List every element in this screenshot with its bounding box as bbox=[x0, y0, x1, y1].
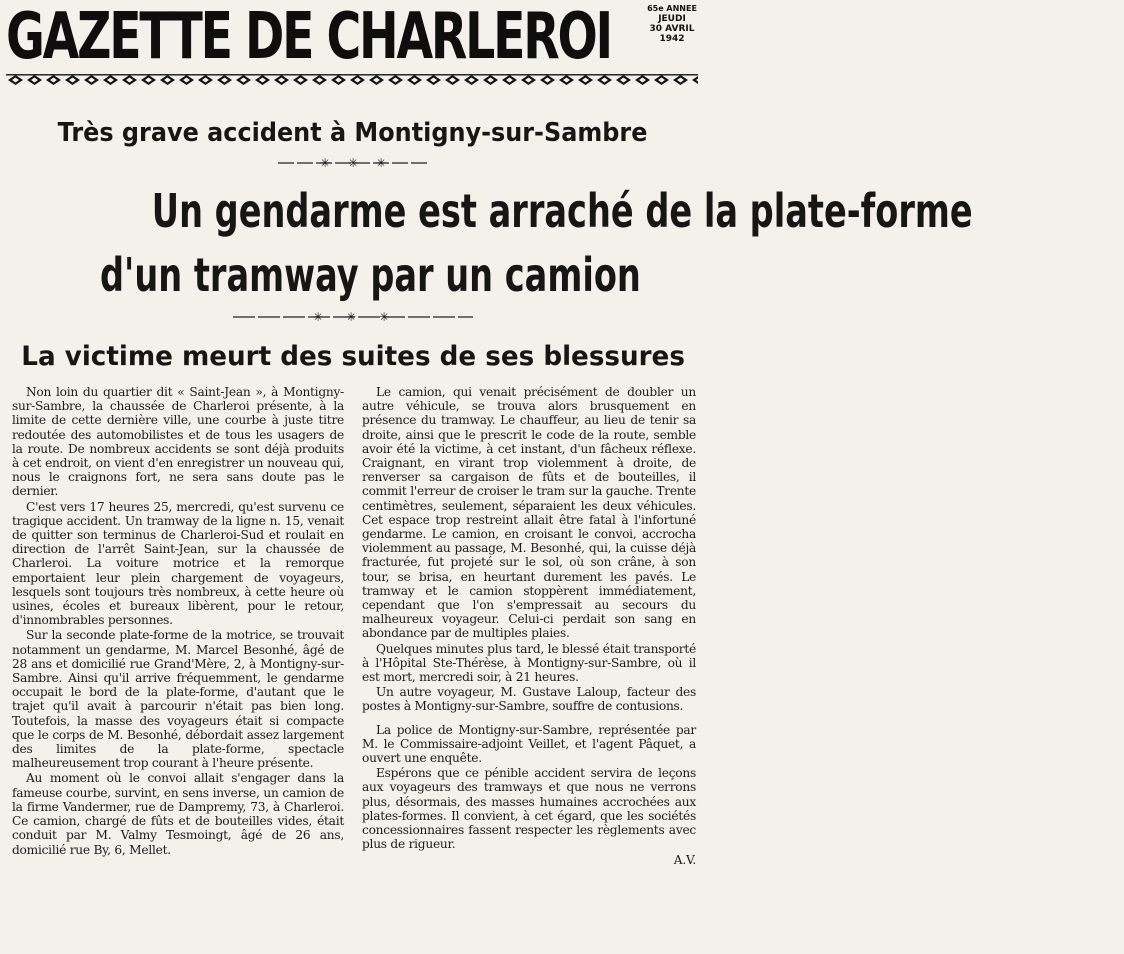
star-divider-bottom bbox=[0, 309, 706, 323]
headline-line-2: d'un tramway par un camion bbox=[100, 248, 641, 302]
weekday-label: JEUDI bbox=[658, 14, 686, 24]
svg-text:✳: ✳ bbox=[348, 156, 359, 170]
article-column-right bbox=[362, 385, 696, 868]
dateline bbox=[642, 4, 702, 44]
year-label: 1942 bbox=[659, 34, 685, 44]
paragraph: Au moment où le convoi allait s'engager dans la fameuse courbe, survint, en sens inverse, un camion de la firme Vandermer, rue de Dampremy, 73, à Charleroi. Ce camion, chargé de fûts et de bouteilles vides, était conduit par M. Valmy Tesmoingt, âgé de 26 ans, domicilié rue By, 6, Mellet. bbox=[12, 771, 344, 857]
author-signature: A.V. bbox=[673, 852, 696, 867]
star-rule-ornament bbox=[233, 310, 473, 324]
star-rule-ornament bbox=[278, 156, 428, 170]
svg-text:✳: ✳ bbox=[346, 310, 357, 324]
diamond-border-ornament bbox=[6, 74, 698, 86]
edition-label: 65e ANNEE bbox=[647, 4, 697, 13]
paragraph: Non loin du quartier dit « Saint-Jean », à Montigny-sur-Sambre, la chaussée de Charleroi présente, à la limite de cette dernière ville, une courbe à juste titre redoutée des automobilistes et de tous les usagers de la route. De nombreux accidents se sont déjà produits à cet endroit, on vient d'en enregistrer un nouveau qui, nous le craignons fort, ne sera sans doute pas le dernier. bbox=[12, 385, 344, 499]
headline-line-1: Un gendarme est arraché de la plate-forme bbox=[151, 184, 973, 238]
masthead-ornament-band bbox=[6, 74, 698, 86]
svg-text:✳: ✳ bbox=[376, 156, 387, 170]
paragraph: Espérons que ce pénible accident servira de leçons aux voyageurs des tramways et que nous ne verrons plus, désormais, des masses humaines accrochées aux plates-formes. Il convient, à cet égard, que les sociétés concessionnaires fassent respecter les règlements avec plus de rigueur. bbox=[362, 766, 696, 852]
paragraph: Quelques minutes plus tard, le blessé était transporté à l'Hôpital Ste-Thérèse, à Montigny-sur-Sambre, où il est mort, mercredi soir, à 21 heures. bbox=[362, 641, 696, 685]
paragraph: Un autre voyageur, M. Gustave Laloup, facteur des postes à Montigny-sur-Sambre, souffre de contusions. bbox=[362, 685, 696, 714]
article-subhead: La victime meurt des suites de ses blessures bbox=[21, 341, 685, 372]
paragraph: Sur la seconde plate-forme de la motrice, se trouvait notamment un gendarme, M. Marcel Besonhé, âgé de 28 ans et domicilié rue Grand'Mère, 2, à Montigny-sur-Sambre. Ainsi qu'il arrive fréquemment, le gendarme occupait le bord de la plate-forme, d'autant que le trajet qu'il avait à parcourir n'était pas bien long. Toutefois, la masse des voyageurs était si compacte que le corps de M. Besonhé, débordait assez largement des limites de la plate-forme, spectacle malheureusement trop courant à l'heure présente. bbox=[12, 628, 344, 771]
masthead-title: GAZETTE DE CHARLEROI bbox=[6, 0, 611, 74]
svg-text:✳: ✳ bbox=[313, 310, 324, 324]
svg-text:✳: ✳ bbox=[320, 156, 331, 170]
paragraph-spacer bbox=[362, 715, 696, 723]
article-kicker: Très grave accident à Montigny-sur-Sambre bbox=[58, 118, 648, 148]
paragraph: Le camion, qui venait précisément de doubler un autre véhicule, se trouva alors brusquement en présence du tramway. Le chauffeur, au lieu de tenir sa droite, ainsi que le prescrit le code de la route, semble avoir été la victime, à cet instant, d'un fâcheux réflexe. Craignant, en virant trop violemment à droite, de renverser sa cargaison de fûts et de bouteilles, il commit l'erreur de croiser le tram sur la gauche. Trente centimètres, seulement, séparaient les deux véhicules. Cet espace trop restreint allait être fatal à l'infortuné gendarme. Le camion, en croisant le convoi, accrocha violemment au passage, M. Besonhé, qui, la cuisse déjà fracturée, fut projeté sur le sol, où son crâne, à son tour, se brisa, en heurtant durement les pavés. Le tramway et le camion stoppèrent immédiatement, cependant que l'on s'empressait au secours du malheureux voyageur. Celui-ci perdait son sang en abondance par de multiples plaies. bbox=[362, 385, 696, 641]
star-divider-top bbox=[0, 155, 706, 169]
article-column-left bbox=[12, 385, 344, 858]
paragraph: La police de Montigny-sur-Sambre, représentée par M. le Commissaire-adjoint Veillet, et l'agent Pâquet, a ouvert une enquête. bbox=[362, 722, 696, 766]
date-label: 30 AVRIL bbox=[649, 24, 695, 34]
paragraph: C'est vers 17 heures 25, mercredi, qu'est survenu ce tragique accident. Un tramway de la ligne n. 15, venait de quitter son terminus de Charleroi-Sud et roulait en direction de l'arrêt Saint-Jean, sur la chaussée de Charleroi. La voiture motrice et la remorque emportaient leur plein chargement de voyageurs, lesquels sont toujours très nombreux, à cette heure où usines, écoles et bureaux libèrent, pour le retour, d'innombrables personnes. bbox=[12, 499, 344, 628]
svg-text:✳: ✳ bbox=[379, 310, 390, 324]
